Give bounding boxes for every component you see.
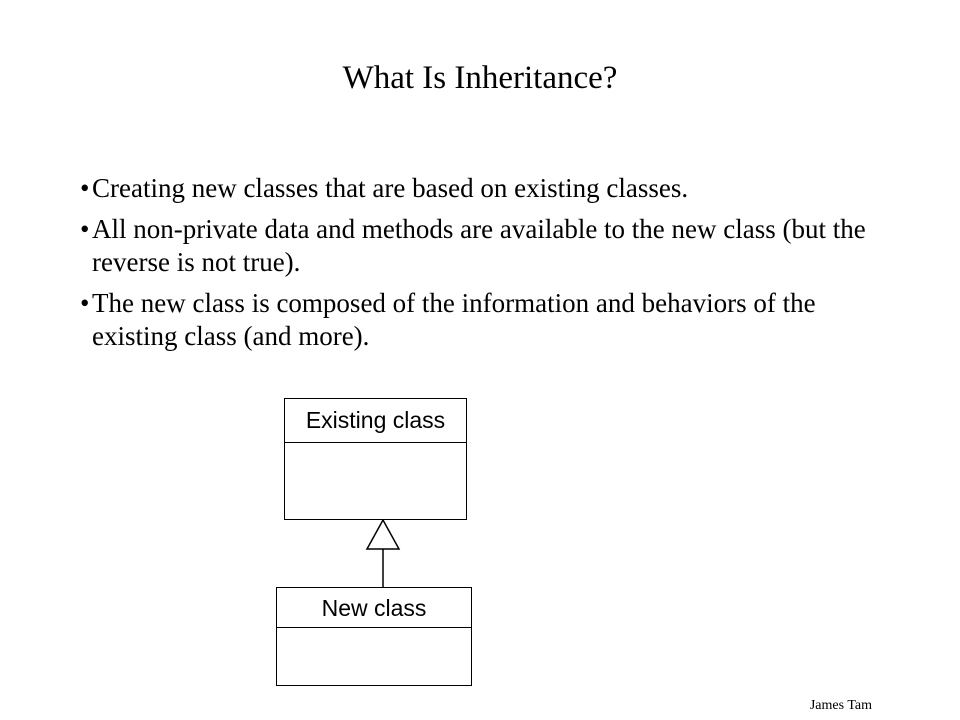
footer-author: James Tam bbox=[809, 698, 872, 713]
slide-title: What Is Inheritance? bbox=[342, 60, 618, 96]
bullet-icon: • bbox=[80, 288, 90, 318]
inheritance-arrowhead-icon bbox=[367, 520, 399, 549]
existing-class-label: Existing class bbox=[285, 399, 466, 443]
bullet-icon: • bbox=[80, 173, 90, 203]
bullet-text: All non-private data and methods are available to the new class (but the reverse is not true). bbox=[92, 214, 866, 277]
bullet-item bbox=[80, 213, 900, 279]
bullet-item bbox=[80, 287, 900, 353]
bullet-text: Creating new classes that are based on existing classes. bbox=[92, 173, 689, 203]
existing-class-box bbox=[284, 398, 467, 520]
new-class-label: New class bbox=[277, 588, 471, 628]
bullet-icon: • bbox=[80, 214, 90, 244]
bullet-item bbox=[80, 172, 900, 205]
new-class-box bbox=[276, 587, 472, 686]
bullet-list bbox=[80, 172, 900, 361]
bullet-text: The new class is composed of the information and behaviors of the existing class (and more). bbox=[92, 288, 816, 351]
